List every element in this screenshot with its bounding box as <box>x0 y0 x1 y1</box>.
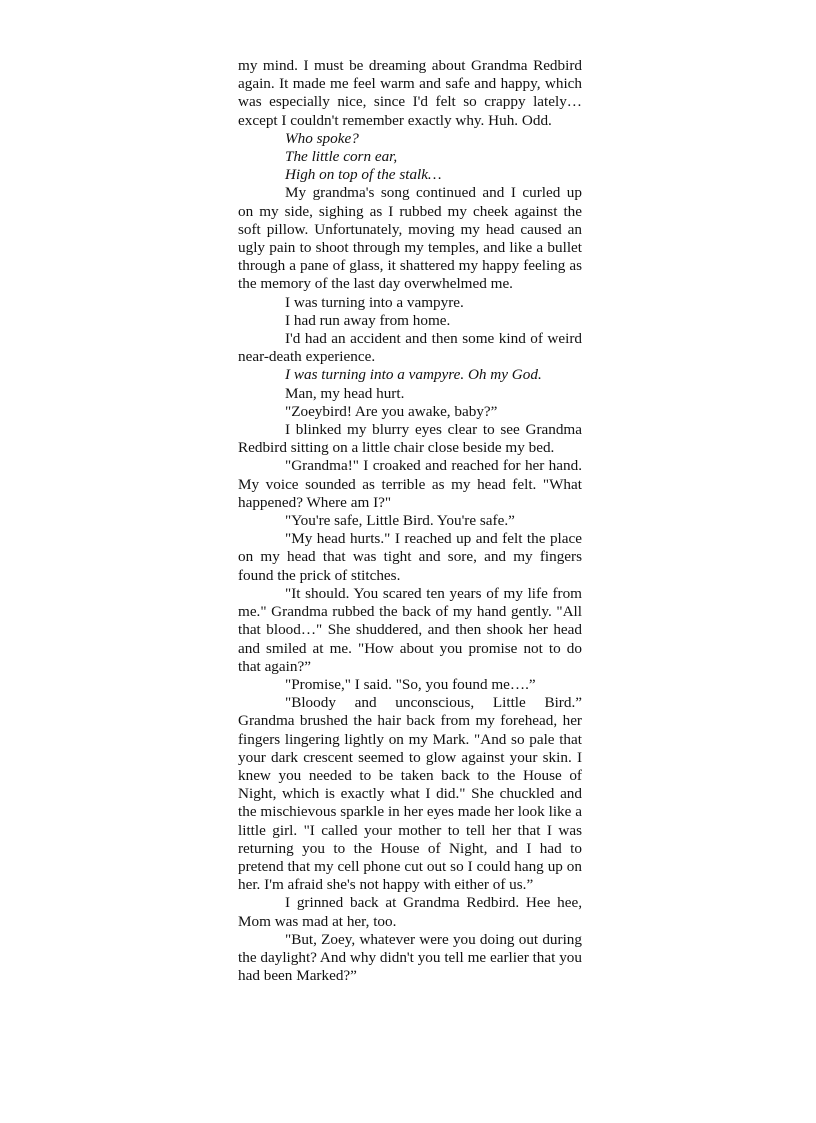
dialogue-paragraph: "Bloody and unconscious, Little Bird.” Grandma brushed the hair back from my forehead, her fingers lingering lightly on my Mark. "And so pale that your dark crescent seemed to glow against your skin. I knew you needed to be taken back to the House of Night, which is exactly what I did." She chuckled and the mischievous sparkle in her eyes made her look like a little girl. "I called your mother to tell her that I was returning you to the House of Night, and I had to pretend that my cell phone cut out so I could hang up on her. I'm afraid she's not happy with either of us.” <box>238 694 582 894</box>
paragraph: Man, my head hurt. <box>285 384 405 402</box>
paragraph: I had run away from home. <box>285 311 451 329</box>
dialogue-paragraph: "You're safe, Little Bird. You're safe.” <box>285 512 515 530</box>
paragraph: I'd had an accident and then some kind of weird near-death experience. <box>238 330 582 366</box>
dialogue-paragraph: "But, Zoey, whatever were you doing out during the daylight? And why didn't you tell me earlier that you had been Marked?” <box>238 930 582 985</box>
dialogue-paragraph: "It should. You scared ten years of my life from me." Grandma rubbed the back of my hand gently. "All that blood…" She shuddered, and then shook her head and smiled at me. "How about you promise not to do that again?” <box>238 584 582 675</box>
paragraph: I was turning into a vampyre. <box>285 293 464 311</box>
paragraph: I blinked my blurry eyes clear to see Grandma Redbird sitting on a little chair close beside my bed. <box>238 421 582 457</box>
dialogue-paragraph: "My head hurts." I reached up and felt the place on my head that was tight and sore, and my fingers found the prick of stitches. <box>238 530 582 584</box>
dialogue-paragraph: "Promise," I said. "So, you found me….” <box>285 675 536 693</box>
paragraph-italic: I was turning into a vampyre. Oh my God. <box>285 366 542 384</box>
song-line: Who spoke? <box>285 129 359 147</box>
song-line: The little corn ear, <box>285 148 398 166</box>
paragraph: My grandma's song continued and I curled up on my side, sighing as I rubbed my cheek against the soft pillow. Unfortunately, moving my head caused an ugly pain to shoot through my temples, and like a bullet through a pane of glass, it shattered my happy feeling as the memory of the last day overwhelmed me. <box>238 184 582 293</box>
dialogue-paragraph: "Grandma!" I croaked and reached for her hand. My voice sounded as terrible as my head felt. "What happened? Where am I?" <box>238 457 582 511</box>
song-line: High on top of the stalk… <box>285 166 442 184</box>
paragraph: I grinned back at Grandma Redbird. Hee hee, Mom was mad at her, too. <box>238 894 582 930</box>
paragraph: my mind. I must be dreaming about Grandma Redbird again. It made me feel warm and safe and happy, which was especially nice, since I'd felt so crappy lately…except I couldn't remember exactly why. Huh. Odd. <box>238 57 582 129</box>
book-page-text <box>238 57 582 985</box>
dialogue-paragraph: "Zoeybird! Are you awake, baby?” <box>285 402 498 420</box>
